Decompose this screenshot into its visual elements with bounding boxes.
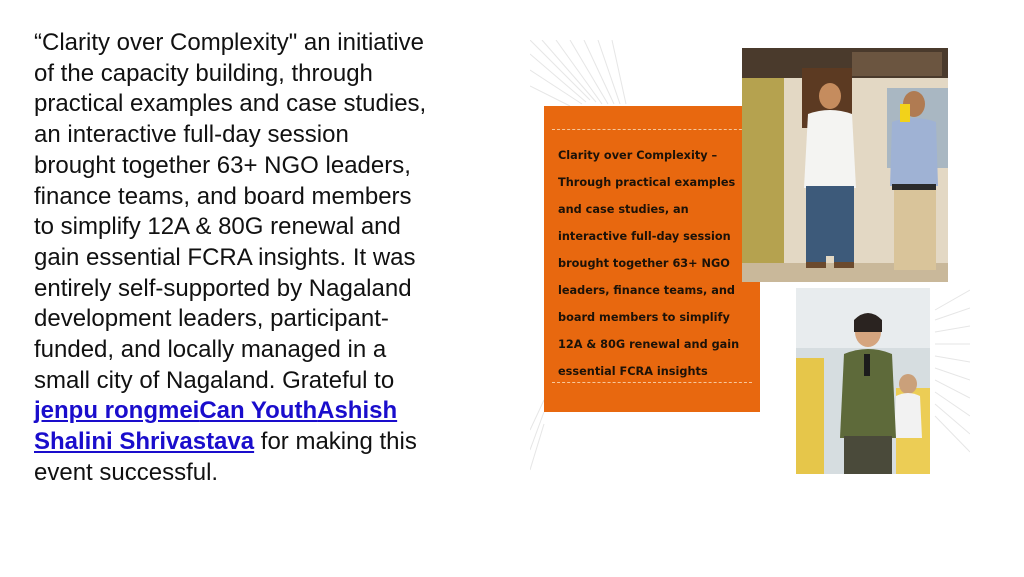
card-line: leaders, finance teams, and <box>558 284 735 297</box>
card-line: brought together 63+ NGO <box>558 257 730 270</box>
card-line: essential FCRA insights <box>558 365 708 378</box>
post-body-text: “Clarity over Complexity" an initiative of the capacity building, through practical examples and case studies, an interactive full-day session brought together 63+ NGO leaders, finance teams, and board members to simplify 12A & 80G renewal and gain essential FCRA insights. It was entirely self-supported by Nagaland development leaders, participant-funded, and locally managed in a small city of Nagaland. Grateful to <box>34 29 427 394</box>
mention-jenpu-rongmei[interactable]: jenpu rongmei <box>34 397 200 425</box>
card-line: board members to simplify <box>558 311 730 324</box>
card-top-divider <box>552 129 752 130</box>
card-line: interactive full-day session <box>558 230 731 243</box>
card-bottom-divider <box>552 382 752 383</box>
mention-can-youth[interactable]: Can Youth <box>199 397 318 425</box>
speakers-photo <box>742 48 948 282</box>
mention-ashish-shalini-shrivastava[interactable]: Ashish Shalini Shrivastava <box>34 397 398 456</box>
card-line: 12A & 80G renewal and gain <box>558 338 740 351</box>
presenter-photo <box>796 288 930 474</box>
post-text <box>34 28 434 489</box>
post-closing-text: for making this event successful. <box>34 428 417 486</box>
quote-card <box>544 106 760 412</box>
card-line: Clarity over Complexity – <box>558 149 718 162</box>
event-collage <box>530 40 970 485</box>
card-text <box>558 142 754 385</box>
card-line: and case studies, an <box>558 203 689 216</box>
card-line: Through practical examples <box>558 176 736 189</box>
